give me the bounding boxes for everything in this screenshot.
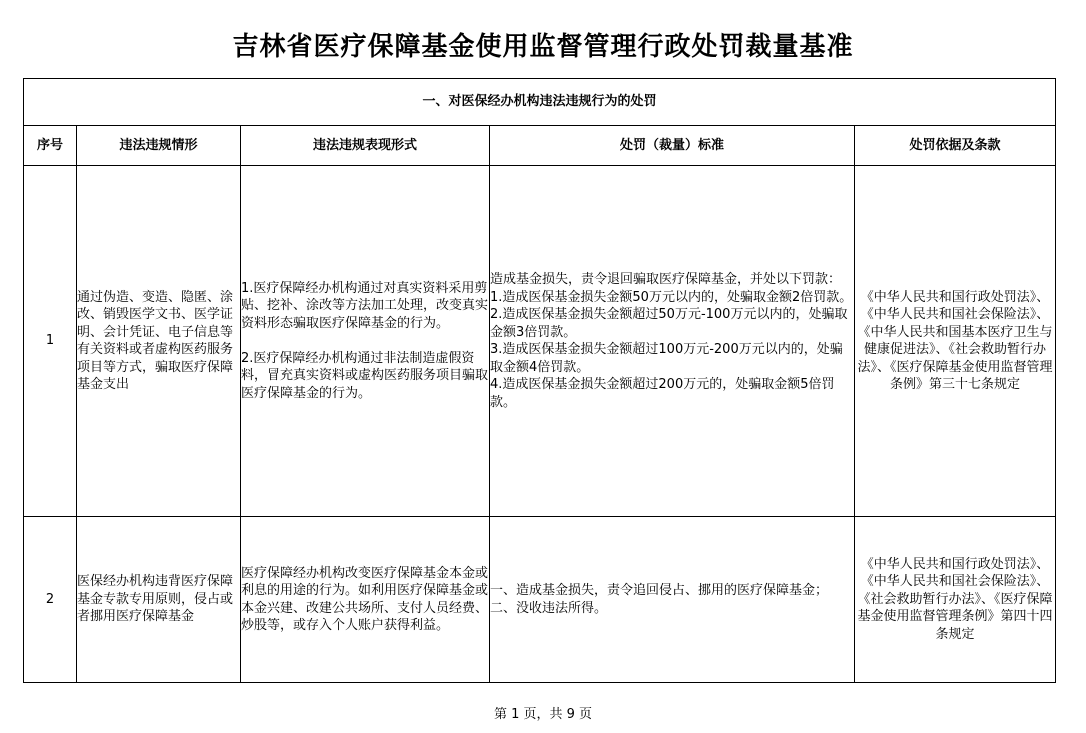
- violation-forms: [241, 517, 490, 683]
- table-row: [24, 517, 1056, 683]
- column-header-situation: 违法违规情形: [77, 126, 241, 166]
- penalty-standard-item: 1.造成医保基金损失金额50万元以内的，处骗取金额2倍罚款。: [490, 289, 853, 305]
- penalty-standard-item: 3.造成医保基金损失金额超过100万元-200万元以内的，处骗取金额4倍罚款。: [490, 342, 843, 375]
- penalty-standard-item: 2.造成医保基金损失金额超过50万元-100万元以内的，处骗取金额3倍罚款。: [490, 307, 848, 340]
- section-title: 一、对医保经办机构违法违规行为的处罚: [24, 79, 1056, 126]
- penalty-standard: [490, 166, 855, 517]
- column-header-number: 序号: [24, 126, 77, 166]
- penalty-standard-item: 一、造成基金损失，责令追回侵占、挪用的医疗保障基金；: [490, 583, 829, 598]
- penalty-standard-item: 4.造成医保基金损失金额超过200万元的，处骗取金额5倍罚款。: [490, 377, 835, 410]
- paragraph-gap: [241, 332, 489, 350]
- column-header-standard: 处罚（裁量）标准: [490, 126, 855, 166]
- violation-forms: [241, 166, 490, 517]
- violation-form-item: 1.医疗保障经办机构通过对真实资料采用剪贴、挖补、涂改等方法加工处理，改变真实资料形态骗取医疗保障基金的行为。: [241, 280, 489, 331]
- legal-basis: 《中华人民共和国行政处罚法》、《中华人民共和国社会保险法》、《中华人民共和国基本医疗卫生与健康促进法》、《社会救助暂行办法》、《医疗保障基金使用监督管理条例》第三十七条规定: [855, 166, 1056, 517]
- legal-basis: 《中华人民共和国行政处罚法》、《中华人民共和国社会保险法》、《社会救助暂行办法》、《医疗保障基金使用监督管理条例》第四十四条规定: [855, 517, 1056, 683]
- column-header-forms: 违法违规表现形式: [241, 126, 490, 166]
- penalty-standard-item: 造成基金损失，责令退回骗取医疗保障基金，并处以下罚款：: [490, 272, 842, 287]
- row-number: 1: [24, 166, 77, 517]
- page-number: 第 1 页，共 9 页: [493, 707, 593, 722]
- table-header-row: [24, 126, 1056, 166]
- column-header-basis: 处罚依据及条款: [855, 126, 1056, 166]
- violation-situation: 通过伪造、变造、隐匿、涂改、销毁医学文书、医学证明、会计凭证、电子信息等有关资料或者虚构医药服务项目等方式，骗取医疗保障基金支出: [77, 166, 241, 517]
- violation-form-item: 2.医疗保障经办机构通过非法制造虚假资料，冒充真实资料或虚构医药服务项目骗取医疗保障基金的行为。: [241, 350, 489, 401]
- penalty-standard-item: 二、没收违法所得。: [490, 600, 608, 616]
- row-number: 2: [24, 517, 77, 683]
- document-title: 吉林省医疗保障基金使用监督管理行政处罚裁量基准: [232, 32, 854, 62]
- table-row: [24, 166, 1056, 517]
- penalty-standard-table: [23, 78, 1056, 683]
- section-title-row: [24, 79, 1056, 126]
- penalty-standard: [490, 517, 855, 683]
- violation-form-item: 医疗保障经办机构改变医疗保障基金本金或利息的用途的行为。如利用医疗保障基金或本金兴建、改建公共场所、支付人员经费、炒股等，或存入个人账户获得利益。: [241, 565, 489, 633]
- violation-situation: 医保经办机构违背医疗保障基金专款专用原则，侵占或者挪用医疗保障基金: [77, 517, 241, 683]
